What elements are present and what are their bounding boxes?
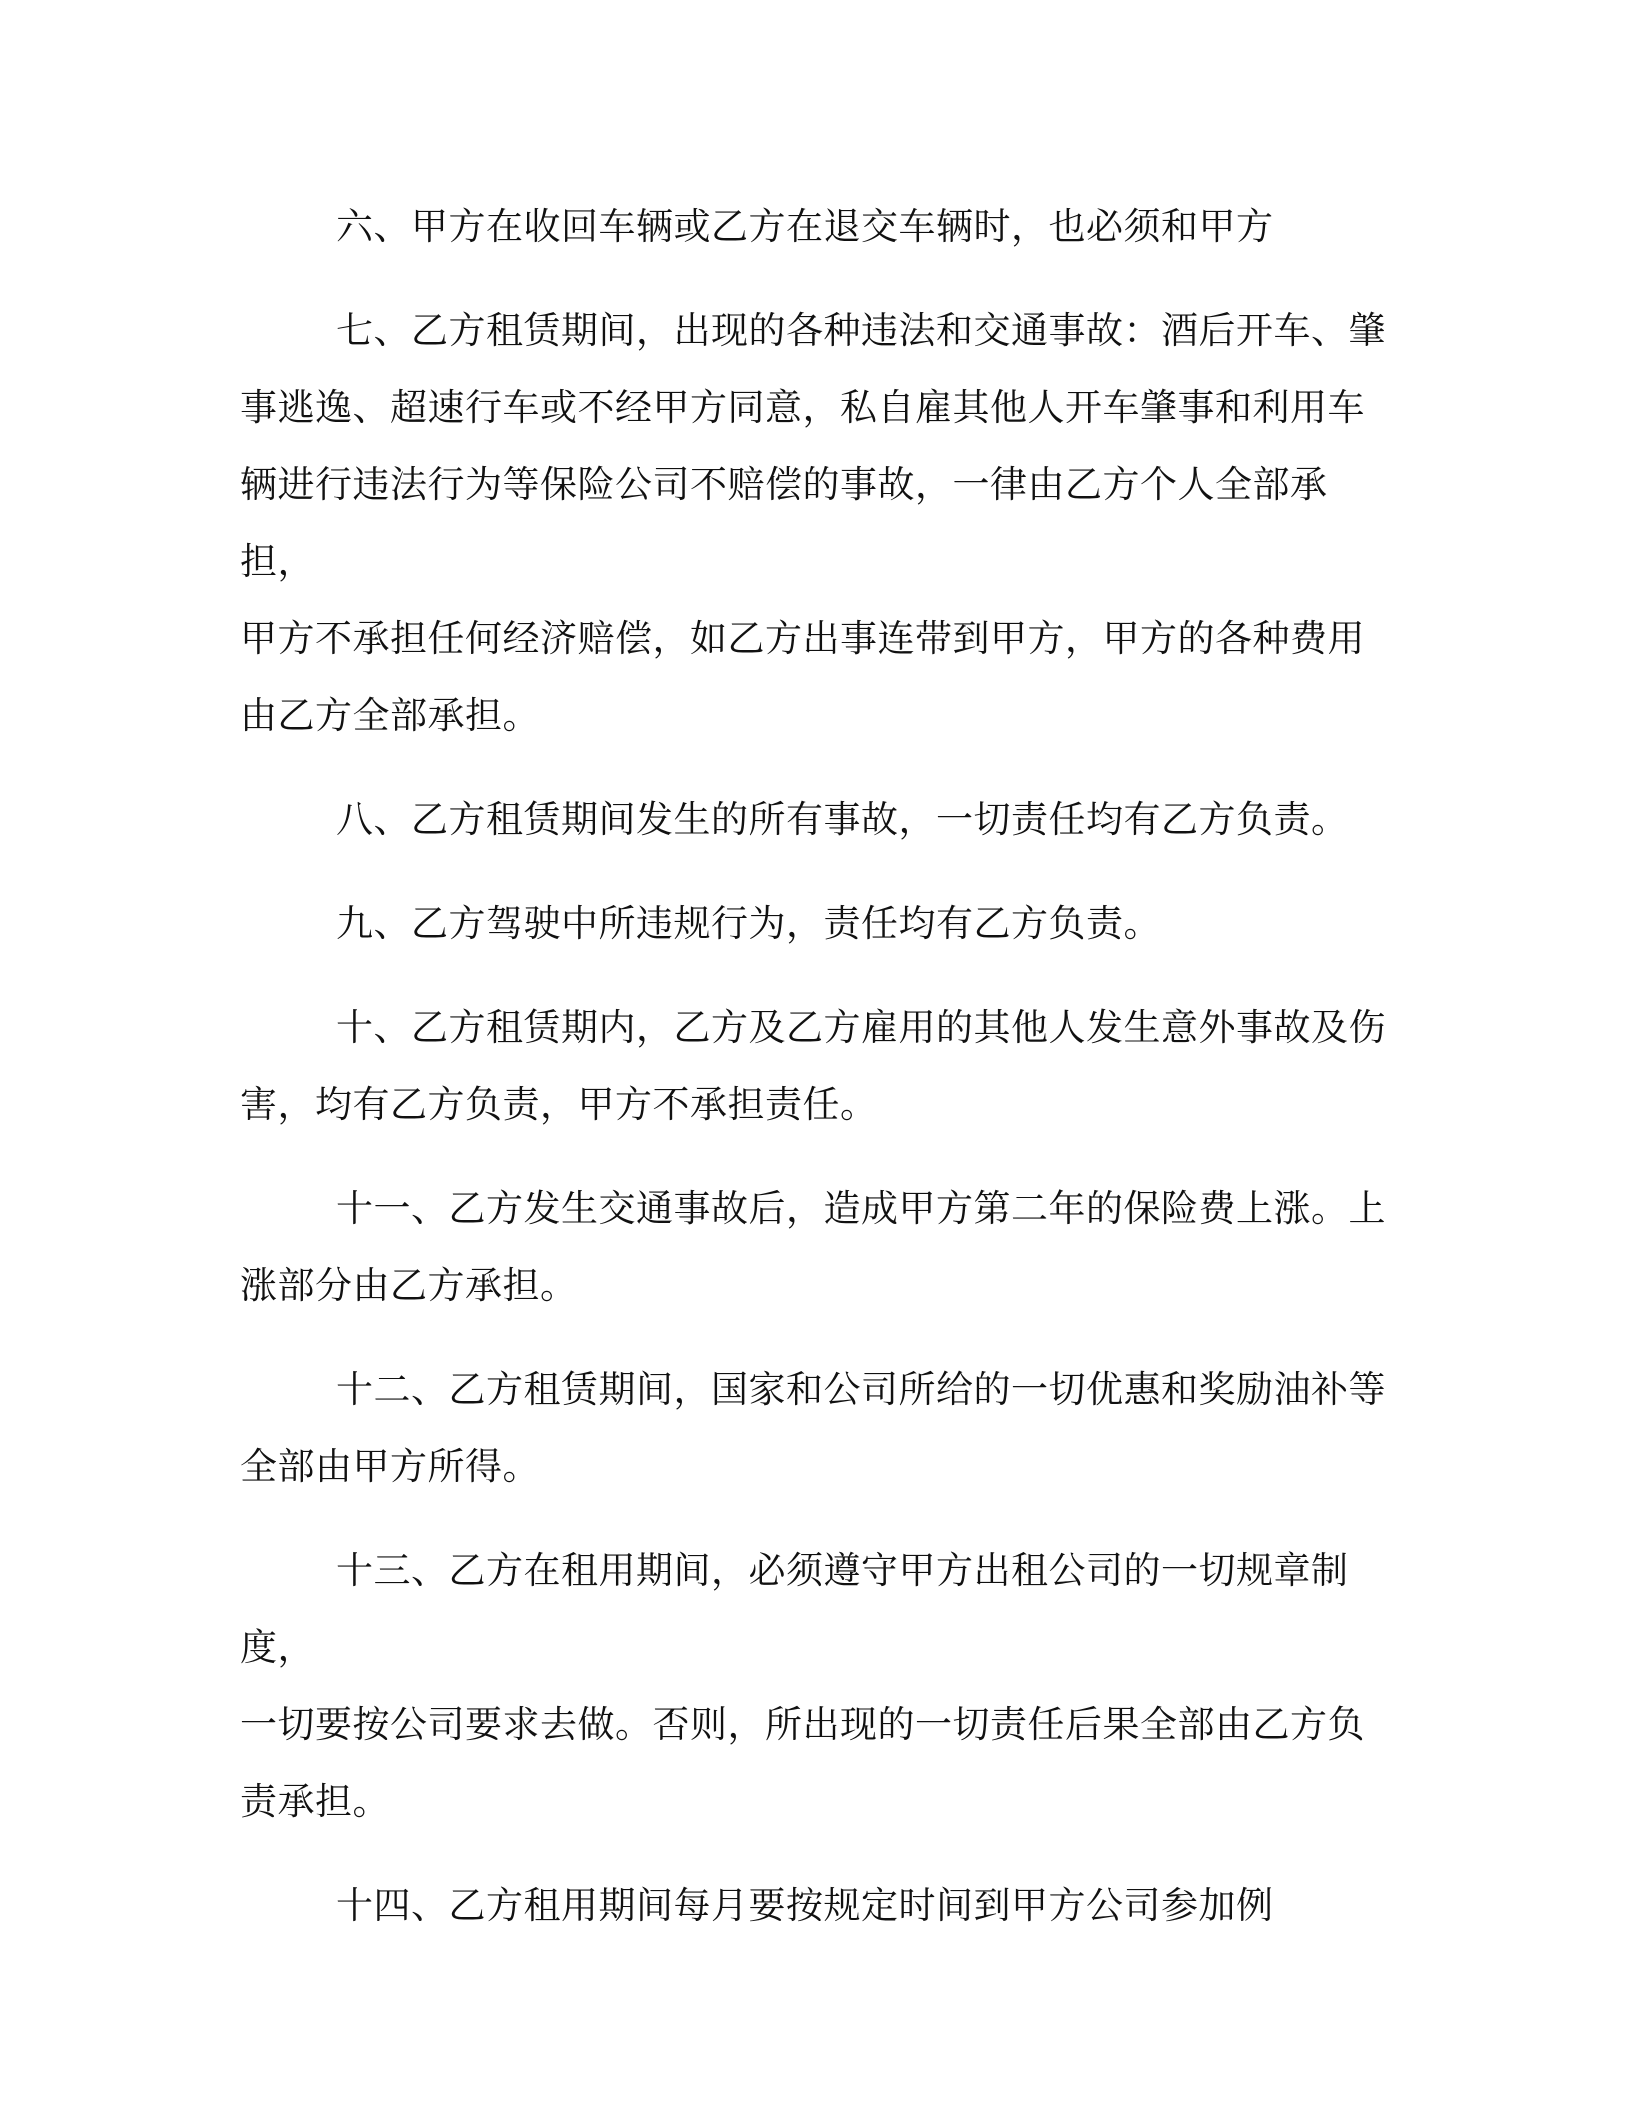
clause-line: 甲方不承担任何经济赔偿，如乙方出事连带到甲方，甲方的各种费用 (240, 617, 1365, 660)
clause-12 (240, 1351, 1400, 1505)
clause-line: 由乙方全部承担。 (240, 694, 540, 737)
clause-line: 辆进行违法行为等保险公司不赔偿的事故，一律由乙方个人全部承担， (240, 463, 1328, 583)
clause-line: 涨部分由乙方承担。 (240, 1264, 578, 1307)
clause-line: 十四、乙方租用期间每月要按规定时间到甲方公司参加例 (336, 1884, 1274, 1927)
clause-14 (240, 1867, 1400, 1944)
clause-line: 事逃逸、超速行车或不经甲方同意，私自雇其他人开车肇事和利用车 (240, 386, 1365, 429)
clause-8 (240, 781, 1400, 858)
clause-7 (240, 292, 1400, 754)
clause-line: 六、甲方在收回车辆或乙方在退交车辆时，也必须和甲方 (336, 205, 1274, 248)
clause-line: 十、乙方租赁期内，乙方及乙方雇用的其他人发生意外事故及伤 (336, 1006, 1386, 1049)
clause-line: 八、乙方租赁期间发生的所有事故，一切责任均有乙方负责。 (336, 798, 1349, 841)
clause-line: 十一、乙方发生交通事故后，造成甲方第二年的保险费上涨。上 (336, 1187, 1386, 1230)
clause-line: 责承担。 (240, 1780, 390, 1823)
clause-line: 全部由甲方所得。 (240, 1445, 540, 1488)
clause-line: 十二、乙方租赁期间，国家和公司所给的一切优惠和奖励油补等 (336, 1368, 1386, 1411)
clause-11 (240, 1170, 1400, 1324)
clause-line: 一切要按公司要求去做。否则，所出现的一切责任后果全部由乙方负 (240, 1703, 1365, 1746)
clause-13 (240, 1532, 1400, 1840)
clause-10 (240, 989, 1400, 1143)
clause-line: 害，均有乙方负责，甲方不承担责任。 (240, 1083, 878, 1126)
document-page (240, 188, 1400, 1971)
clause-9 (240, 885, 1400, 962)
clause-line: 十三、乙方在租用期间，必须遵守甲方出租公司的一切规章制度， (240, 1549, 1349, 1669)
clause-6 (240, 188, 1400, 265)
clause-line: 七、乙方租赁期间，出现的各种违法和交通事故：酒后开车、肇 (336, 309, 1386, 352)
clause-line: 九、乙方驾驶中所违规行为，责任均有乙方负责。 (336, 902, 1161, 945)
